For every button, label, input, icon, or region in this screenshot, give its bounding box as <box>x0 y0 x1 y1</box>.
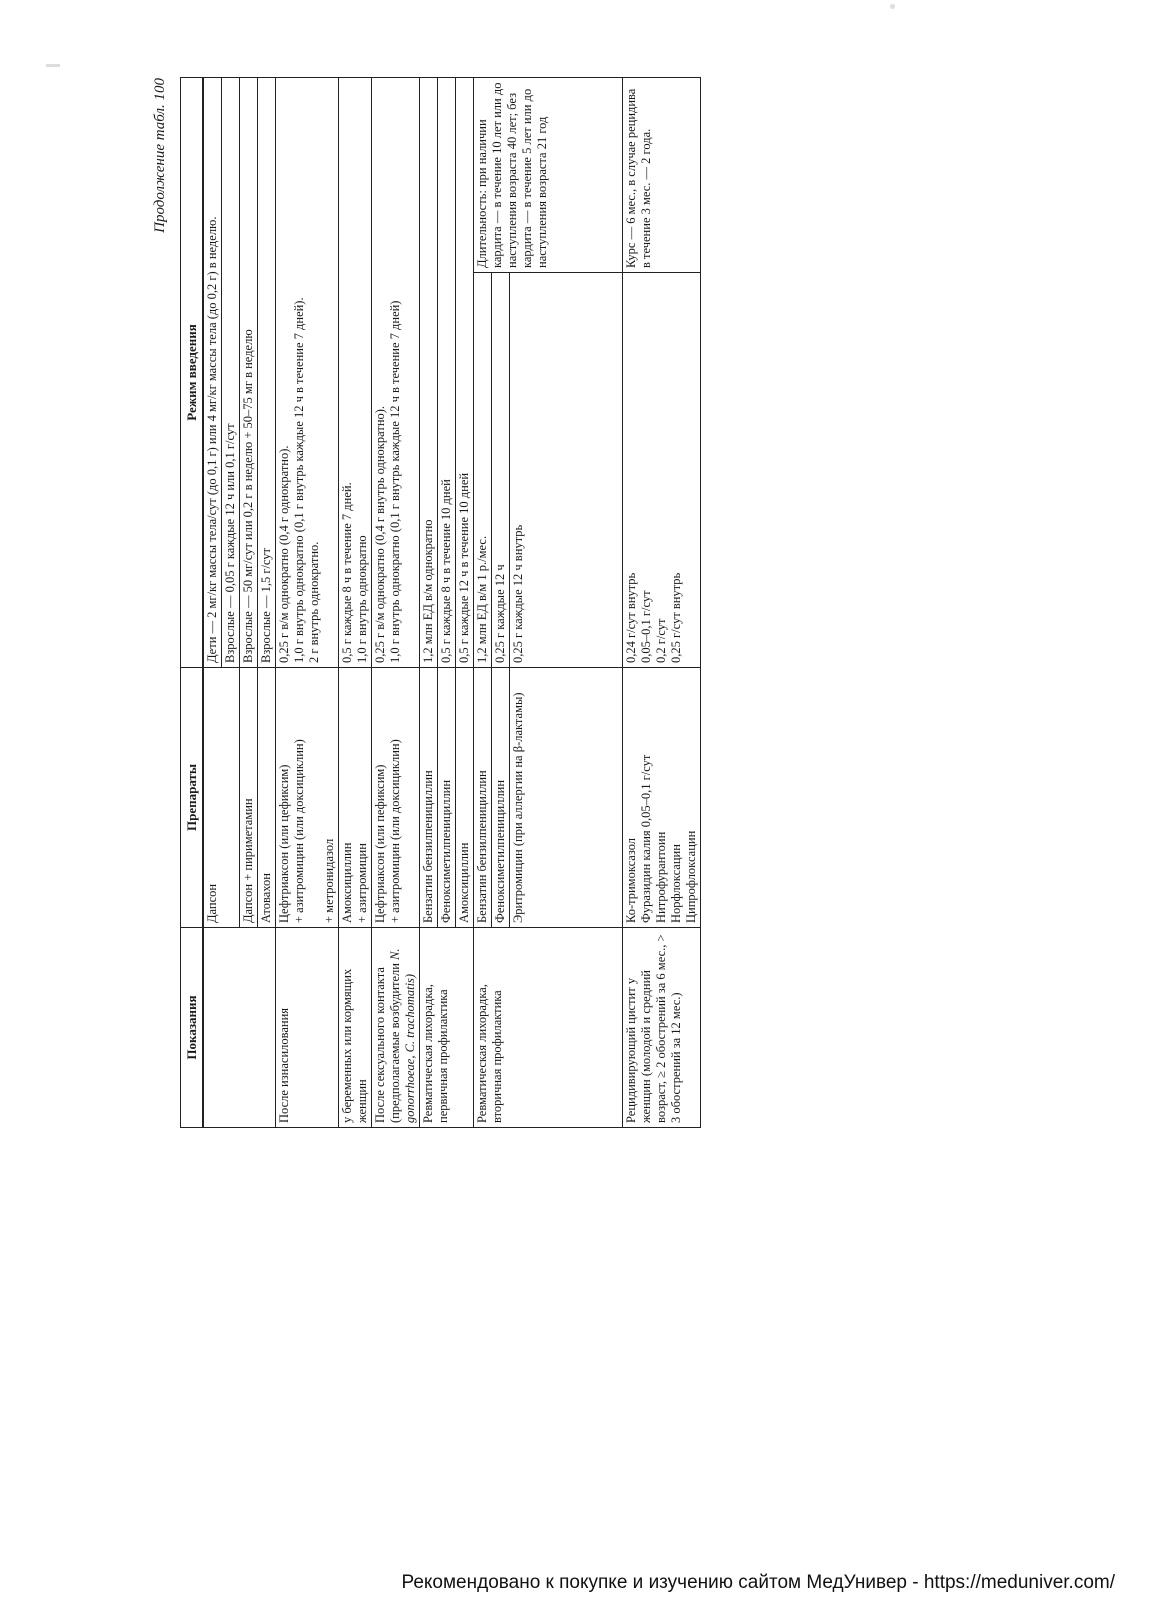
drug-cell <box>276 668 339 928</box>
footer-link-text: Рекомендовано к покупке и изучению сайтом МедУнивер - https://meduniver.com/ <box>401 1572 1115 1593</box>
regimen-line: 0,5 г каждые 8 ч в течение 7 дней. <box>340 482 354 663</box>
table-header-row <box>181 78 204 1128</box>
prophylaxis-table <box>180 77 701 1128</box>
regimen-cell: 0,5 г каждые 12 ч в течение 10 дней <box>456 78 474 668</box>
drug-line: Цефтриаксон (или пефиксим) <box>373 764 387 923</box>
table-row <box>420 78 438 1128</box>
table-row <box>623 78 701 1128</box>
table-caption: Продолжение табл. 100 <box>152 78 168 233</box>
drug-line: Норфлоксацин <box>669 844 683 923</box>
header-drugs: Препараты <box>181 668 204 928</box>
duration-cell: Длительность: при наличии кардита — в течение 10 лет или до наступления возраста 40 лет; без кардита — в течение 5 лет или до наступления возраста 21 год <box>474 78 623 273</box>
table-row <box>276 78 339 1128</box>
drug-cell <box>339 668 372 928</box>
table-row <box>474 78 492 1128</box>
regimen-cell <box>623 273 701 668</box>
drug-cell: Феноксиметилпенициллин <box>438 668 456 928</box>
regimen-line: 0,25 г/сут внутрь <box>669 572 683 663</box>
regimen-cell: 0,25 г каждые 12 ч внутрь <box>510 273 623 668</box>
table-row <box>203 78 222 1128</box>
regimen-cell: Взрослые — 1,5 г/сут <box>258 78 276 668</box>
regimen-cell <box>339 78 372 668</box>
rotated-table-block <box>152 78 870 1128</box>
regimen-cell: Дети — 2 мг/кг массы тела/сут (до 0,1 г) или 4 мг/кг массы тела (до 0,2 г) в неделю. <box>203 78 222 668</box>
drug-line: Цефтриаксон (или цефиксим) <box>277 764 291 923</box>
drug-line: + азитромицин (или доксициклин) <box>292 739 306 923</box>
drug-line: + метронидазол <box>322 838 336 923</box>
drug-line: + азитромицин (или доксициклин) <box>388 739 402 923</box>
duration-cell: Курс — 6 мес., в случае рецидива в течение 3 мес. — 2 года. <box>623 78 701 273</box>
drug-cell: Феноксиметилпенициллин <box>492 668 510 928</box>
drug-cell: Эритромицин (при аллергии на β-лактамы) <box>510 668 623 928</box>
drug-cell: Дапсон + пириметамин <box>240 668 258 928</box>
header-regimen: Режим введения <box>181 78 204 668</box>
drug-cell: Бензатин бензилпенициллин <box>474 668 492 928</box>
regimen-line: 1,0 г внутрь однократно (0,1 г внутрь каждые 12 ч в течение 7 дней). <box>292 297 306 663</box>
drug-cell <box>372 668 420 928</box>
regimen-line: 0,24 г/сут внутрь <box>624 572 638 663</box>
regimen-cell: Взрослые — 50 мг/сут или 0,2 г в неделю + 50–75 мг в неделю <box>240 78 258 668</box>
regimen-line: 2 г внутрь однократно. <box>307 541 321 663</box>
drug-cell <box>623 668 701 928</box>
regimen-line: 0,2 г/сут <box>654 618 668 663</box>
drug-line: Амоксициллин <box>340 842 354 923</box>
regimen-cell: 0,5 г каждые 8 ч в течение 10 дней <box>438 78 456 668</box>
indication-text: После сексуального контакта (предполагаемые возбудители <box>373 963 402 1123</box>
regimen-cell <box>372 78 420 668</box>
regimen-line: 0,05–0,1 г/сут <box>639 590 653 663</box>
header-indications: Показания <box>181 928 204 1128</box>
table-row <box>372 78 420 1128</box>
drug-line: Ко-тримоксазол <box>624 837 638 923</box>
regimen-cell: 1,2 млн ЕД в/м 1 р./мес. <box>474 273 492 668</box>
indication-cell: Рецидивирующий цистит у женщин (молодой и средний возраст, ≥ 2 обострений за 6 мес., > 3 обострений за 12 мес.) <box>623 928 701 1128</box>
regimen-line: 1,0 г внутрь однократно (0,1 г внутрь каждые 12 ч в течение 7 дней) <box>388 300 402 663</box>
regimen-line: 0,25 г в/м однократно (0,4 г однократно). <box>277 445 291 663</box>
regimen-line: 1,0 г внутрь однократно <box>355 535 369 663</box>
scan-speck <box>890 4 895 9</box>
regimen-line: 0,25 г в/м однократно (0,4 г внутрь однократно). <box>373 405 387 663</box>
indication-cell-empty <box>203 928 276 1128</box>
drug-line: Нитрофурантоин <box>654 831 668 923</box>
table-row <box>339 78 372 1128</box>
indication-cell: Ревматическая лихорадка, вторичная профилактика <box>474 928 623 1128</box>
regimen-cell: Взрослые — 0,05 г каждые 12 ч или 0,1 г/сут <box>222 78 240 668</box>
drug-cell: Дапсон <box>203 668 240 928</box>
drug-line: + азитромицин <box>355 843 369 923</box>
drug-cell: Атовахон <box>258 668 276 928</box>
indication-cell <box>372 928 420 1128</box>
regimen-cell: 0,25 г каждые 12 ч <box>492 273 510 668</box>
regimen-cell <box>276 78 339 668</box>
drug-line: Ципрофлоксацин <box>684 830 698 923</box>
regimen-cell: 1,2 млн ЕД в/м однократно <box>420 78 438 668</box>
scan-speck <box>46 64 60 67</box>
pathogen-names: N. gonorrhoeae, C. trachomatis) <box>388 948 417 1123</box>
drug-cell: Амоксициллин <box>456 668 474 928</box>
indication-cell: После изнасилования <box>276 928 339 1128</box>
indication-cell: у беременных или кормящих женщин <box>339 928 372 1128</box>
drug-cell: Бензатин бензилпенициллин <box>420 668 438 928</box>
drug-line: Фуразидин калия 0,05–0,1 г/сут <box>639 754 653 923</box>
indication-cell: Ревматическая лихорадка, первичная профилактика <box>420 928 474 1128</box>
